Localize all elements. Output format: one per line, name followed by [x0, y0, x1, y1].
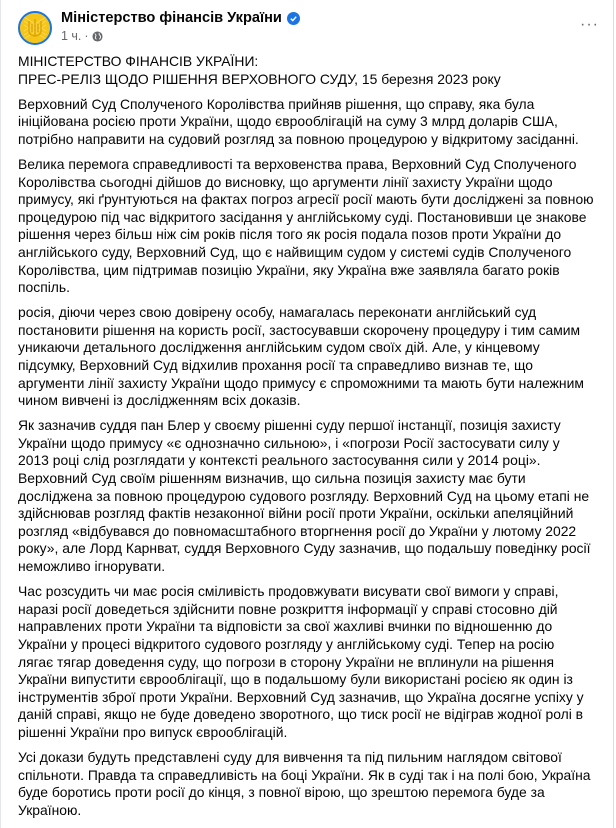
text-line: Королівства, цим підтримав позицію України, яку Україна вже заявляла багато років	[18, 261, 560, 278]
text-line: постановити рішення на користь росії, застосувавши скорочену процедуру і тим самим	[18, 321, 581, 338]
text-line: примусу, які ґрунтуються на фактах погроз агресії росії мають бути досліджені за повною	[18, 191, 594, 208]
text-line: України у процесі відкритого судового розгляду у англійському суді. Тепер на росію	[18, 635, 555, 652]
text-line: росія, діючи через свою довірену особу, намагалась переконати англійський суд	[18, 304, 537, 321]
text-line: чином вивчені із дослідженням всіх доказів.	[18, 392, 301, 409]
post-paragraph	[18, 583, 594, 741]
globe-icon[interactable]	[92, 31, 103, 42]
text-line: уникаючи детального дослідження англійським судом своїх дій. Але, у кінцевому	[18, 339, 540, 356]
text-line: ініційована росією проти України, щодо єврооблігацій на суму 3 млрд доларів США,	[18, 113, 558, 130]
text-line: року», але Лорд Карнват, суддя Верховного Суду зазначив, що подальшу поведінку росії	[18, 540, 591, 557]
post-text	[18, 53, 594, 827]
text-line: здійснював розгляд фактів незаконної війни росії проти України, оскільки апеляційний	[18, 505, 574, 522]
text-line: Усі докази будуть представлені суду для вивчення та під пильним наглядом світової	[18, 748, 562, 765]
post-paragraph	[18, 156, 594, 297]
text-line: направлених проти України та відповісти за свої жахливі вчинки по відношенню до	[18, 618, 553, 635]
text-line: 2013 році слід розглядати у контексті реального застосування сили у 2014 році».	[18, 452, 541, 469]
text-line: рішенні України про випуск єврооблігацій.	[18, 723, 288, 740]
text-line: досліджена за повною процедурою судового розгляду. Верховний Суд на цьому етапі не	[18, 487, 590, 504]
text-line: МІНІСТЕРСТВО ФІНАНСІВ УКРАЇНИ:	[18, 53, 259, 69]
text-line: України щодо примусу «є однозначно сильною», і «погрози Росії застосувати силу у	[18, 434, 560, 451]
text-line: буде боротись проти росії до кінця, з повної вірою, що зрештою перемога буде за	[18, 784, 545, 801]
meta-separator: ·	[84, 29, 89, 43]
text-line: Верховний Суд Сполученого Королівства прийняв рішення, що справу, яка була	[18, 95, 535, 112]
text-line: лягає тягар доведення суду, що погрози в сторону України не вплинули на рішення	[18, 653, 555, 670]
more-options-button[interactable]	[580, 16, 599, 34]
post-paragraph	[18, 304, 594, 410]
text-line: підсумку, Верховний Суд відхилив прохання росії та справедливо визнав те, що	[18, 357, 534, 373]
verified-badge-icon	[287, 12, 300, 25]
text-line: рішення через більш ніж сім років після того як росія подала позов проти України до	[18, 226, 562, 243]
text-line: Верховний Суд своїм рішенням визначив, що сильна позиція захисту має бути	[18, 470, 526, 487]
trident-emblem-icon	[20, 13, 50, 43]
post-paragraph	[18, 749, 594, 819]
text-line: неможливо ігнорувати.	[18, 558, 166, 575]
text-line: ПРЕС-РЕЛІЗ ЩОДО РІШЕННЯ ВЕРХОВНОГО СУДУ, 15 березня 2023 року	[18, 70, 501, 87]
text-line: англійського суду, Верховний Суд, що є найвищим судом у системі судів Сполученого	[18, 243, 572, 260]
post-paragraph	[18, 96, 594, 149]
text-line: процедурою під час відкритого засідання у англійському суді. Постановивши це знакове	[18, 208, 587, 225]
page-avatar[interactable]	[18, 11, 52, 45]
text-line: спільноти. Правда та справедливість на боці України. Як в суді так і на полі бою, Україна	[18, 766, 591, 783]
text-line: Велика перемога справедливості та верховенства права, Верховний Суд Сполученого	[18, 155, 577, 172]
text-line: інструментів зброї проти України. Верховний Суд зазначив, що Україна досягне успіху у	[18, 688, 584, 705]
text-line: Як зазначив суддя пан Блер у своєму рішенні суду першої інстанції, позиція захисту	[18, 417, 561, 434]
text-line: України випустити єврооблігації, що в подальшому були використані росією як один із	[18, 671, 573, 688]
post-paragraph	[18, 417, 594, 575]
text-line: даній справі, якщо не буде доведено зворотного, що тиск росії не відіграв жодної ролі в	[18, 706, 584, 723]
text-line: розгляд «відбувався до повномасштабного вторгнення росії до України у лютому 2022	[18, 522, 577, 539]
more-horizontal-icon: ···	[580, 16, 599, 33]
post-meta	[61, 29, 103, 43]
author-name[interactable]: Міністерство фінансів України	[61, 10, 282, 26]
text-line: Королівства сьогодні дійшов до висновку, що аргументи лінії захисту України щодо	[18, 173, 553, 190]
text-line: Україною.	[18, 801, 82, 818]
text-line: поспіль.	[18, 279, 71, 296]
post-heading	[18, 53, 594, 88]
text-line: Час розсудить чи має росія сміливість продовжувати висувати свої вимоги у справі,	[18, 583, 559, 600]
text-line: наразі росії доведеться здійснити повне розкриття інформації у справі стосовно дій	[18, 600, 558, 617]
post-time[interactable]: 1 ч.	[61, 29, 82, 43]
text-line: потрібно направити на судовий розгляд за повною процедурою у відкритому засіданні.	[18, 130, 579, 147]
text-line: аргументи лінії захисту України щодо примусу є спроможними та мають бути належним	[18, 374, 584, 391]
post-header	[61, 10, 300, 26]
